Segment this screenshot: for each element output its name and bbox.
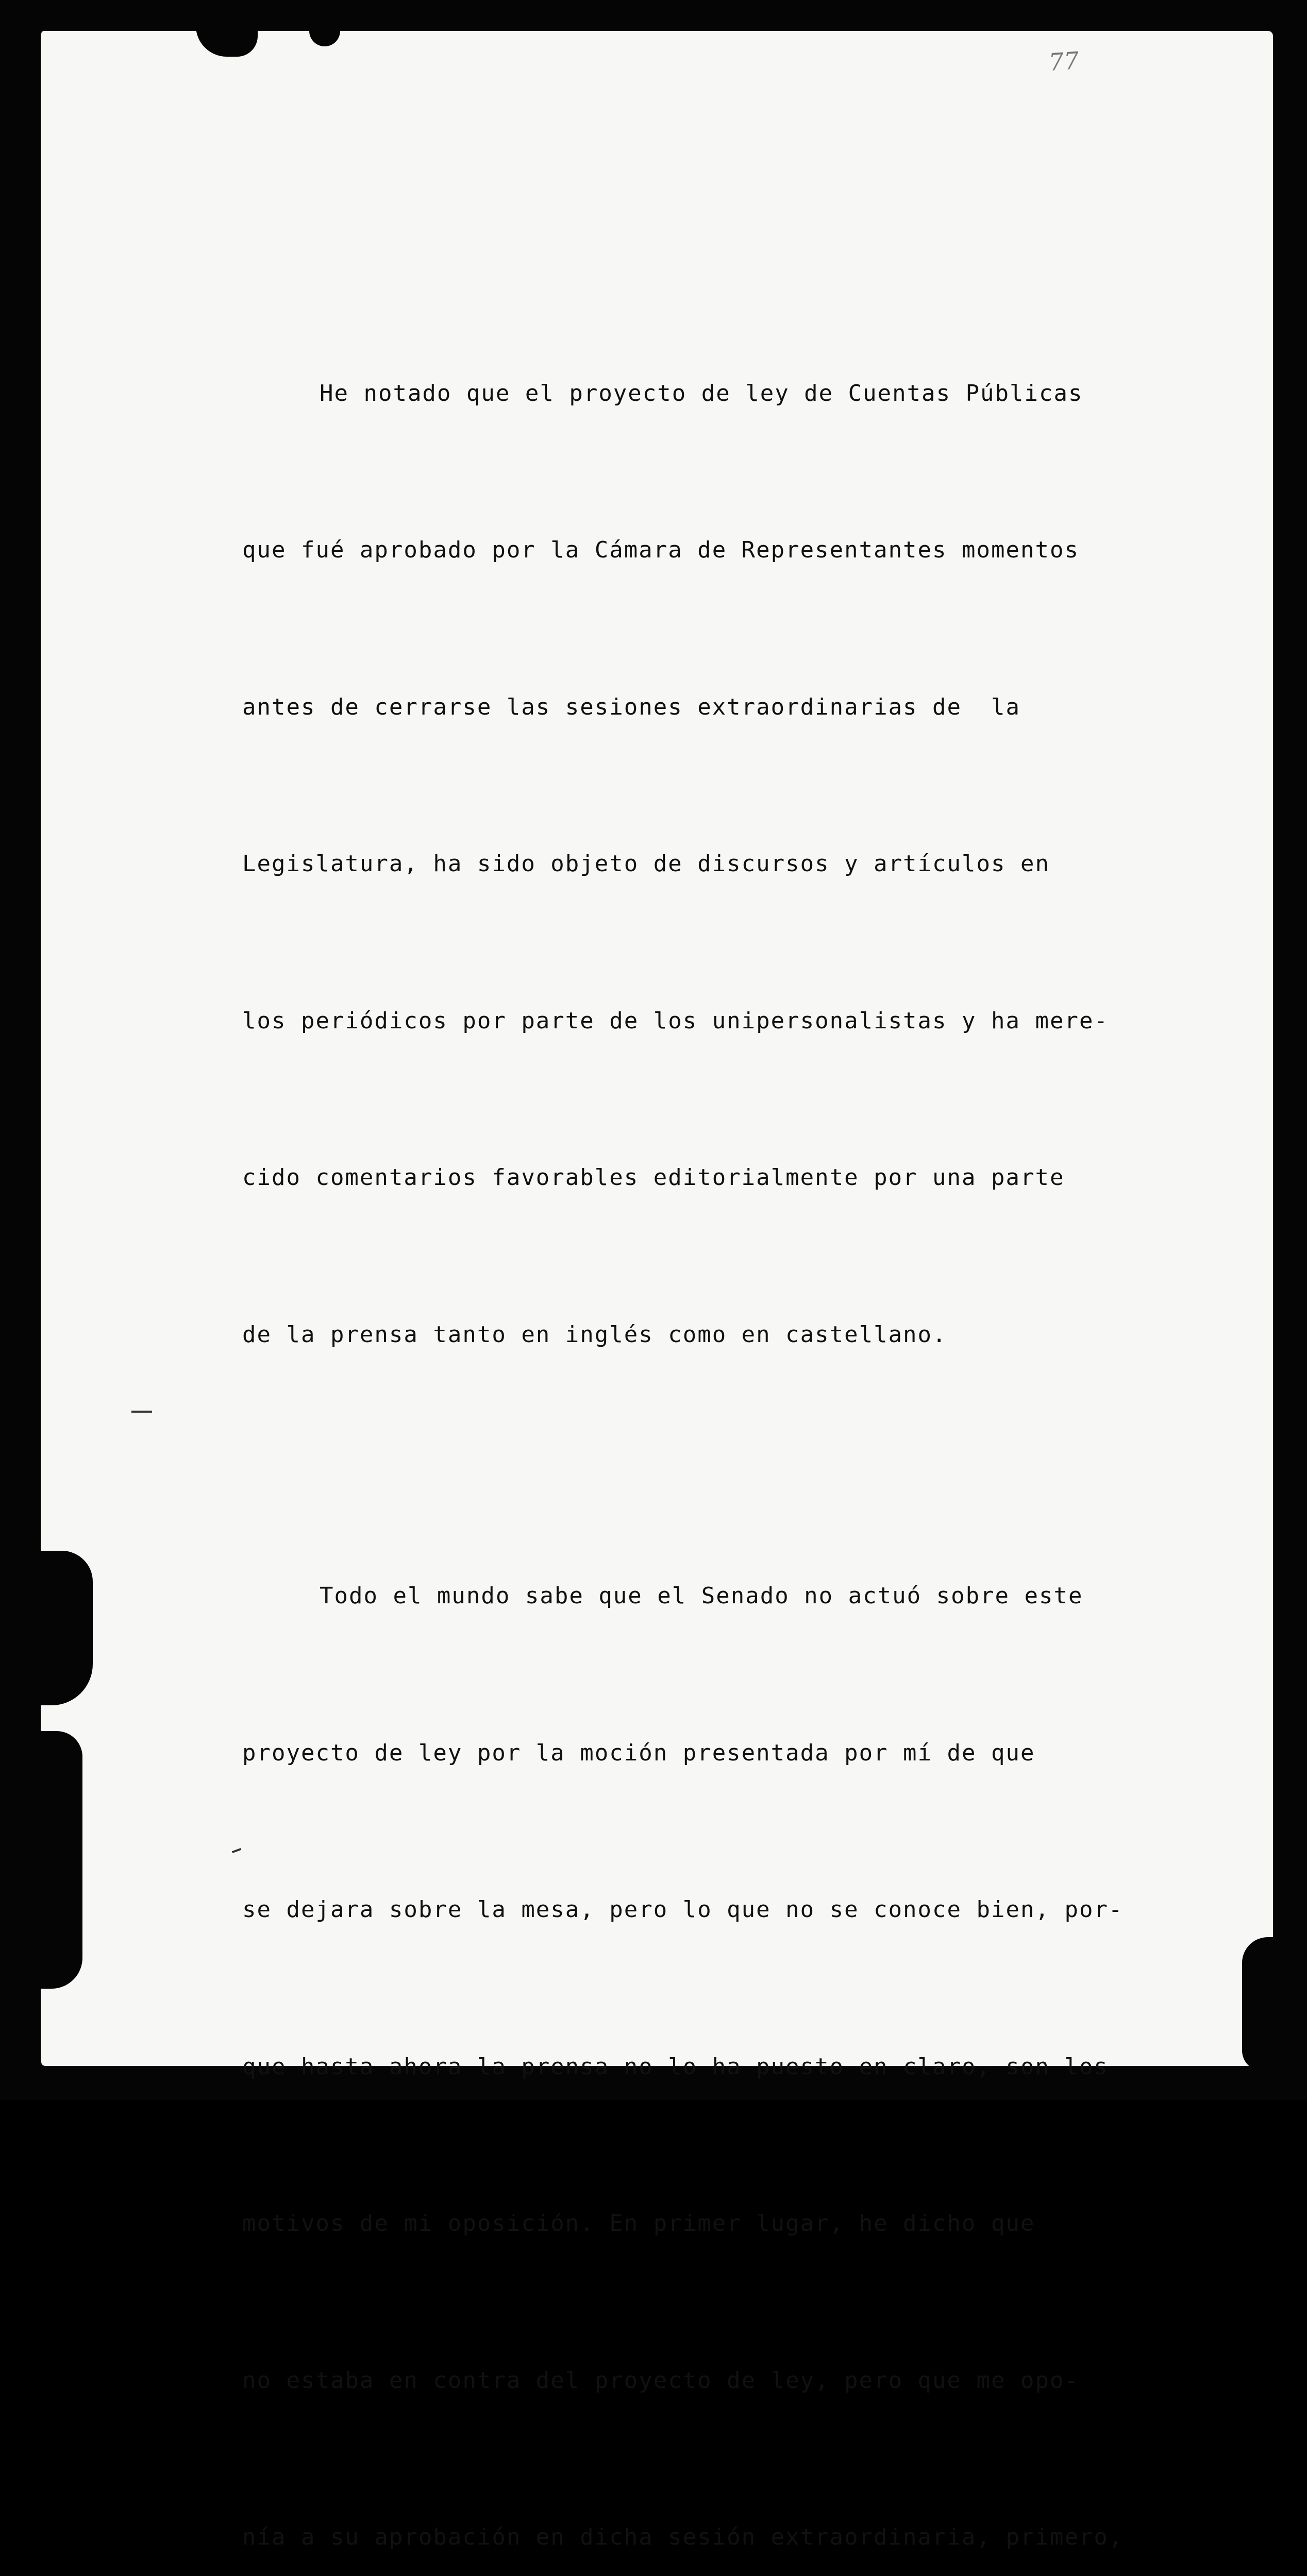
text-line: nía a su aprobación en dicha sesión extraordinaria, primero, [242, 2524, 1124, 2550]
torn-edge-top-left [196, 26, 258, 57]
text-line: los periódicos por parte de los unipersonalistas y ha mere- [242, 1007, 1109, 1034]
text-line: proyecto de ley por la moción presentada por mí de que [242, 1739, 1035, 1766]
torn-edge-left [36, 1551, 93, 1705]
text-line: que hasta ahora la prensa no lo ha puesto en claro, son los [242, 2053, 1109, 2080]
text-line: no estaba en contra del proyecto de ley, pero que me opo- [242, 2367, 1079, 2394]
text-line: se dejara sobre la mesa, pero lo que no se conoce bien, por- [242, 1896, 1124, 1923]
text-line: que fué aprobado por la Cámara de Representantes momentos [242, 537, 1079, 563]
torn-edge-top-left-2 [309, 26, 340, 46]
text-line: antes de cerrarse las sesiones extraordinarias de la [242, 693, 1020, 720]
text-line: motivos de mi oposición. En primer lugar, he dicho que [242, 2210, 1035, 2236]
text-line: Todo el mundo sabe que el Senado no actuó sobre este [320, 1583, 1083, 1609]
margin-tick-mark [131, 1411, 152, 1413]
text-line: He notado que el proyecto de ley de Cuentas Públicas [320, 380, 1083, 406]
text-line: Legislatura, ha sido objeto de discursos y artículos en [242, 851, 1050, 877]
typewritten-body [242, 210, 1170, 2576]
torn-edge-right-bottom [1242, 1937, 1283, 2071]
torn-edge-left-lower [36, 1731, 82, 1989]
text-line: cido comentarios favorables editorialmente por una parte [242, 1164, 1065, 1191]
text-line: de la prensa tanto en inglés como en castellano. [242, 1321, 947, 1348]
handwritten-page-number: 77 [1048, 46, 1080, 76]
